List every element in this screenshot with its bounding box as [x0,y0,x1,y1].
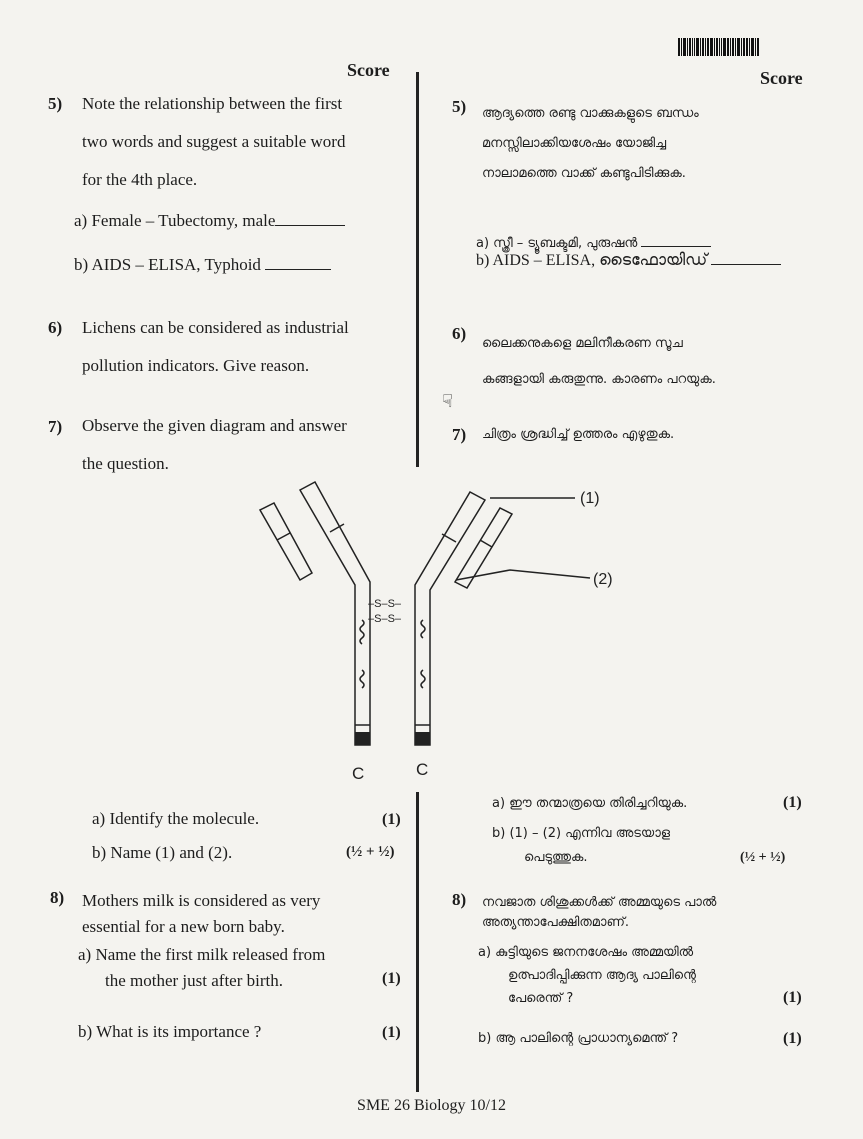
q8-ml-option-a-line2: ഉത്പാദിപ്പിക്കുന്ന ആദ്യ പാലിന്റെ [508,968,696,983]
q8-ml-option-b: b) ആ പാലിന്റെ പ്രാധാന്യമെന്ത് ? [478,1031,679,1046]
right-tail-fill [415,732,430,745]
question-number: 6) [48,318,63,337]
q7-ml-option-a: a) ഈ തന്മാത്രയെ തിരിച്ചറിയുക. [492,796,688,811]
q6-english [82,309,412,385]
q6-text-line2: pollution indicators. Give reason. [82,356,310,375]
question-number: 5) [452,97,467,116]
marks: (1) [783,1030,802,1047]
q7-ml-option-b-line2: പെടുത്തുക. [524,850,588,865]
right-heavy-chain [415,492,485,745]
q8-text-line1: Mothers milk is considered as very [82,891,321,910]
q7-option-a: a) Identify the molecule. [92,809,260,828]
q5-text-line3: for the 4th place. [82,170,198,189]
q7-ml-line1: ചിത്രം ശ്രദ്ധിച്ച് ഉത്തരം എഴുതുക. [482,427,675,442]
page-footer: SME 26 Biology 10/12 [357,1097,506,1114]
diagram-label-1: (1) [580,490,600,507]
q5-option-b: b) AIDS – ELISA, Typhoid [74,255,261,274]
q5-ml-line3: നാലാമത്തെ വാക്ക് കണ്ടുപിടിക്കുക. [482,166,686,181]
column-divider-top [416,72,419,467]
label-2-line [456,570,590,580]
marks: (1) [382,811,401,828]
q8-english [82,888,320,940]
q6-malayalam [482,326,716,398]
q5-english [48,85,408,199]
marks: (1) [382,1024,401,1041]
right-light-chain [455,508,512,588]
q6-ml-line2: കങ്ങളായി കരുതുന്നു. കാരണം പറയുക. [482,372,716,387]
q8-option-b: b) What is its importance ? [78,1022,262,1041]
question-number: 7) [452,425,467,444]
q5-option-a: a) Female – Tubectomy, male [74,211,276,230]
q8-ml-line2: അത്യന്താപേക്ഷിതമാണ്. [482,915,630,930]
q7-text-line2: the question. [82,454,169,473]
marks: (1) [783,794,802,811]
antibody-diagram [230,470,630,790]
question-number: 8) [452,890,467,909]
marks: (1) [382,970,401,987]
q8-ml-option-a [478,941,696,1010]
q5-ml-option-a: a) സ്ത്രീ – ട്യൂബക്ടമി, പുരുഷൻ [476,236,638,251]
c-terminal-right: C [416,760,429,779]
column-divider-bottom [416,792,419,1092]
q8-malayalam [482,893,716,933]
q7-option-b: b) Name (1) and (2). [92,843,233,862]
q5-malayalam [482,99,812,189]
diagram-label-2: (2) [593,571,613,588]
q8-option-a-line2: the mother just after birth. [105,971,283,990]
disulfide-bond-1: –S–S– [368,598,402,610]
left-heavy-chain [300,482,370,745]
q6-ml-line1: ലൈക്കനുകളെ മലിനീകരണ സൂച [482,336,683,351]
disulfide-bond-2: –S–S– [368,613,402,625]
left-light-chain [260,503,312,580]
marks: (½ + ½) [740,850,786,865]
score-label-right: Score [760,68,803,88]
q5-text-line1: Note the relationship between the first [82,94,343,113]
answer-blank[interactable] [265,269,331,270]
q8-option-a [78,942,325,994]
q7-ml-option-b-line1: b) (1) – (2) എന്നിവ അടയാള [492,826,671,841]
q6-text-line1: Lichens can be considered as industrial [82,318,349,337]
answer-blank[interactable] [711,264,781,265]
q8-ml-option-a-line3: പേരെന്ത് ? [508,991,574,1006]
q8-ml-line1: നവജാത ശിശുക്കൾക്ക് അമ്മയുടെ പാൽ [482,895,717,910]
hand-cursor-icon: ☟ [442,391,453,411]
q5-text-line2: two words and suggest a suitable word [82,132,346,151]
q5-ml-line2: മനസ്സിലാക്കിയശേഷം യോജിച്ച [482,136,667,151]
question-number: 6) [452,324,467,343]
marks: (½ + ½) [346,844,395,860]
q8-option-a-line1: a) Name the first milk released from [78,945,326,964]
marks: (1) [783,989,802,1006]
answer-blank[interactable] [275,225,345,226]
question-number: 8) [50,888,65,907]
score-label-left: Score [347,60,390,80]
c-terminal-left: C [352,764,365,783]
question-number: 5) [48,94,63,113]
barcode-icon [678,38,759,56]
q8-text-line2: essential for a new born baby. [82,917,285,936]
answer-blank[interactable] [641,246,711,247]
q8-ml-option-a-line1: a) കുട്ടിയുടെ ജനനശേഷം അമ്മയിൽ [478,945,694,960]
q7-text-line1: Observe the given diagram and answer [82,416,347,435]
question-number: 7) [48,417,63,436]
q5-ml-line1: ആദ്യത്തെ രണ്ടു വാക്കുകളുടെ ബന്ധം [482,106,699,121]
q5-ml-option-b: b) AIDS – ELISA, ടൈഫോയിഡ് [476,252,708,269]
left-tail-fill [355,732,370,745]
